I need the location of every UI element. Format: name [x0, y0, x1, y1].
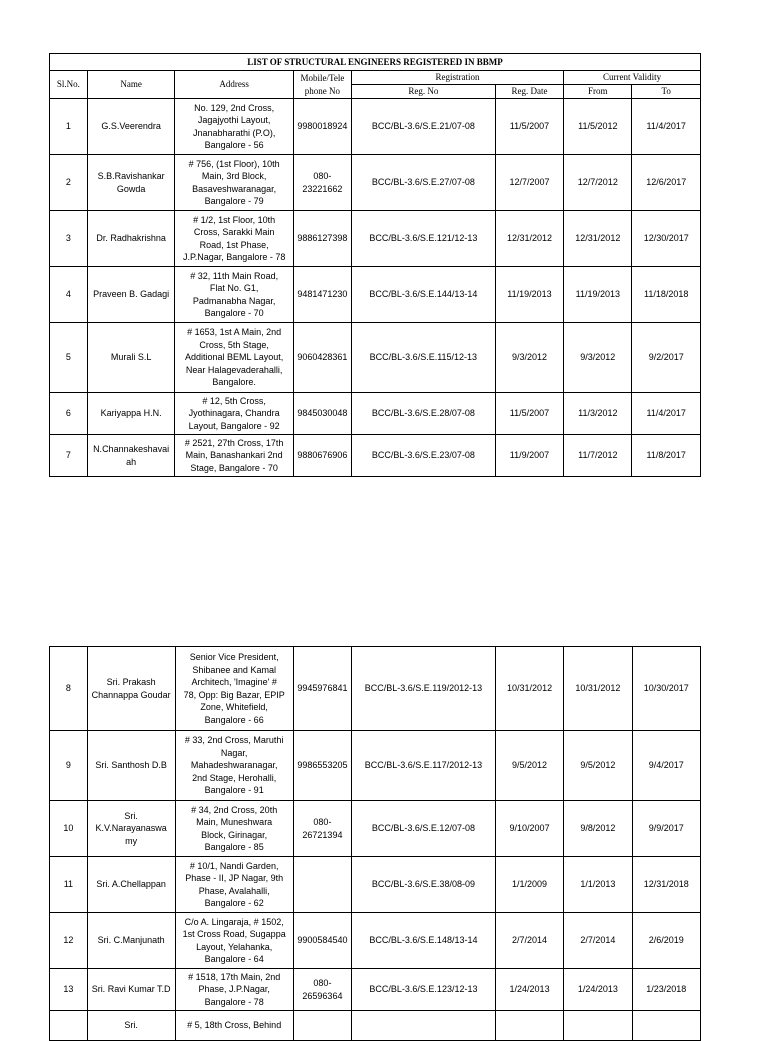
reg-no-cell: BCC/BL-3.6/S.E.121/12-13: [351, 211, 495, 267]
reg-date-cell: 9/5/2012: [495, 731, 563, 801]
address-cell: # 10/1, Nandi Garden, Phase - II, JP Nagar, 9th Phase, Avalahalli, Bangalore - 62: [175, 857, 293, 913]
table-row: [50, 211, 701, 267]
reg-date-cell: 11/5/2007: [495, 99, 563, 155]
address-cell: # 756, (1st Floor), 10th Main, 3rd Block, Basaveshwaranagar, Bangalore - 79: [175, 155, 293, 211]
reg-no-cell: BCC/BL-3.6/S.E.144/13-14: [351, 267, 495, 323]
name-cell: Kariyappa H.N.: [87, 393, 175, 435]
reg-no-cell: BCC/BL-3.6/S.E.27/07-08: [351, 155, 495, 211]
address-cell: # 2521, 27th Cross, 17th Main, Banashankari 2nd Stage, Bangalore - 70: [175, 435, 293, 477]
reg-date-cell: 11/5/2007: [495, 393, 563, 435]
sl-no-cell: 3: [50, 211, 88, 267]
phone-cell: 9481471230: [293, 267, 351, 323]
address-cell: C/o A. Lingaraja, # 1502, 1st Cross Road, Sugappa Layout, Yelahanka, Bangalore - 64: [175, 913, 293, 969]
phone-cell: 9845030048: [293, 393, 351, 435]
address-cell: # 5, 18th Cross, Behind: [175, 1011, 293, 1041]
phone-cell: 9886127398: [293, 211, 351, 267]
validity-from-cell: 9/5/2012: [564, 731, 632, 801]
reg-date-cell: 12/7/2007: [495, 155, 563, 211]
sl-no-cell: 1: [50, 99, 88, 155]
phone-cell: [293, 1011, 351, 1041]
sl-no-cell: 12: [50, 913, 88, 969]
validity-from-cell: 12/7/2012: [564, 155, 632, 211]
table-row: [50, 857, 701, 913]
phone-cell: 080- 26721394: [293, 801, 351, 857]
phone-cell: 080- 26596364: [293, 969, 351, 1011]
validity-to-cell: 11/8/2017: [632, 435, 701, 477]
address-cell: Senior Vice President, Shibanee and Kamal Architech, 'Imagine' # 78, Opp: Big Bazar, EPIP Zone, Whitefield, Bangalore - 66: [175, 647, 293, 731]
address-cell: # 32, 11th Main Road, Flat No. G1, Padmanabha Nagar, Bangalore - 70: [175, 267, 293, 323]
reg-date-cell: [495, 1011, 563, 1041]
reg-date-cell: 9/3/2012: [495, 323, 563, 393]
phone-cell: [293, 857, 351, 913]
header-name: Name: [87, 71, 175, 99]
validity-to-cell: 12/31/2018: [632, 857, 700, 913]
name-cell: Dr. Radhakrishna: [87, 211, 175, 267]
name-cell: G.S.Veerendra: [87, 99, 175, 155]
validity-to-cell: 12/30/2017: [632, 211, 701, 267]
sl-no-cell: 2: [50, 155, 88, 211]
validity-to-cell: 11/18/2018: [632, 267, 701, 323]
validity-from-cell: 12/31/2012: [564, 211, 632, 267]
validity-to-cell: 9/9/2017: [632, 801, 700, 857]
validity-from-cell: 9/3/2012: [564, 323, 632, 393]
header-mobile: Mobile/Tele phone No: [293, 71, 351, 99]
document-title: LIST OF STRUCTURAL ENGINEERS REGISTERED IN BBMP: [50, 54, 701, 71]
table-row: [50, 267, 701, 323]
sl-no-cell: 5: [50, 323, 88, 393]
phone-cell: 9060428361: [293, 323, 351, 393]
name-cell: Sri. A.Chellappan: [87, 857, 175, 913]
table-row: [50, 1011, 701, 1041]
validity-from-cell: 9/8/2012: [564, 801, 632, 857]
sl-no-cell: [50, 1011, 88, 1041]
phone-cell: 9986553205: [293, 731, 351, 801]
header-current-validity: Current Validity: [564, 71, 701, 85]
name-cell: Sri. Prakash Channappa Goudar: [87, 647, 175, 731]
validity-from-cell: 11/7/2012: [564, 435, 632, 477]
sl-no-cell: 10: [50, 801, 88, 857]
address-cell: # 1/2, 1st Floor, 10th Cross, Sarakki Main Road, 1st Phase, J.P.Nagar, Bangalore - 78: [175, 211, 293, 267]
validity-from-cell: 2/7/2014: [564, 913, 632, 969]
table-row: [50, 969, 701, 1011]
reg-no-cell: BCC/BL-3.6/S.E.23/07-08: [351, 435, 495, 477]
reg-no-cell: BCC/BL-3.6/S.E.117/2012-13: [352, 731, 496, 801]
header-reg-date: Reg. Date: [495, 85, 563, 99]
validity-from-cell: 11/3/2012: [564, 393, 632, 435]
table-row: [50, 155, 701, 211]
reg-no-cell: BCC/BL-3.6/S.E.123/12-13: [352, 969, 496, 1011]
reg-date-cell: 1/1/2009: [495, 857, 563, 913]
header-registration: Registration: [351, 71, 563, 85]
name-cell: N.Channakeshavai ah: [87, 435, 175, 477]
sl-no-cell: 7: [50, 435, 88, 477]
reg-date-cell: 11/19/2013: [495, 267, 563, 323]
phone-cell: 9880676906: [293, 435, 351, 477]
engineers-table-continued: [49, 646, 701, 1041]
phone-cell: 9980018924: [293, 99, 351, 155]
phone-cell: 9945976841: [293, 647, 351, 731]
reg-date-cell: 9/10/2007: [495, 801, 563, 857]
header-from: From: [564, 85, 632, 99]
table-row: [50, 323, 701, 393]
header-sl-no: Sl.No.: [50, 71, 88, 99]
address-cell: # 1653, 1st A Main, 2nd Cross, 5th Stage, Additional BEML Layout, Near Halagevaderahalli, Bangalore.: [175, 323, 293, 393]
address-cell: # 34, 2nd Cross, 20th Main, Muneshwara Block, Girinagar, Bangalore - 85: [175, 801, 293, 857]
header-address: Address: [175, 71, 293, 99]
name-cell: Sri.: [87, 1011, 175, 1041]
name-cell: Sri. Santhosh D.B: [87, 731, 175, 801]
address-cell: # 33, 2nd Cross, Maruthi Nagar, Mahadeshwaranagar, 2nd Stage, Herohalli, Bangalore - 91: [175, 731, 293, 801]
name-cell: Sri. C.Manjunath: [87, 913, 175, 969]
validity-to-cell: 11/4/2017: [632, 99, 701, 155]
address-cell: # 1518, 17th Main, 2nd Phase, J.P.Nagar, Bangalore - 78: [175, 969, 293, 1011]
table-row: [50, 913, 701, 969]
table-row: [50, 435, 701, 477]
table-row: [50, 99, 701, 155]
name-cell: Praveen B. Gadagi: [87, 267, 175, 323]
reg-no-cell: [352, 1011, 496, 1041]
validity-to-cell: 10/30/2017: [632, 647, 700, 731]
phone-cell: 080- 23221662: [293, 155, 351, 211]
validity-from-cell: 11/19/2013: [564, 267, 632, 323]
validity-to-cell: [632, 1011, 700, 1041]
reg-no-cell: BCC/BL-3.6/S.E.21/07-08: [351, 99, 495, 155]
validity-to-cell: 9/2/2017: [632, 323, 701, 393]
validity-from-cell: 1/1/2013: [564, 857, 632, 913]
reg-no-cell: BCC/BL-3.6/S.E.119/2012-13: [352, 647, 496, 731]
sl-no-cell: 4: [50, 267, 88, 323]
name-cell: S.B.Ravishankar Gowda: [87, 155, 175, 211]
reg-no-cell: BCC/BL-3.6/S.E.148/13-14: [352, 913, 496, 969]
validity-to-cell: 9/4/2017: [632, 731, 700, 801]
validity-to-cell: 1/23/2018: [632, 969, 700, 1011]
validity-to-cell: 11/4/2017: [632, 393, 701, 435]
header-reg-no: Reg. No: [351, 85, 495, 99]
name-cell: Sri. K.V.Narayanaswa my: [87, 801, 175, 857]
reg-no-cell: BCC/BL-3.6/S.E.28/07-08: [351, 393, 495, 435]
validity-from-cell: 1/24/2013: [564, 969, 632, 1011]
name-cell: Murali S.L: [87, 323, 175, 393]
sl-no-cell: 6: [50, 393, 88, 435]
sl-no-cell: 9: [50, 731, 88, 801]
reg-date-cell: 1/24/2013: [495, 969, 563, 1011]
validity-from-cell: [564, 1011, 632, 1041]
table-row: [50, 731, 701, 801]
reg-date-cell: 12/31/2012: [495, 211, 563, 267]
phone-cell: 9900584540: [293, 913, 351, 969]
reg-date-cell: 11/9/2007: [495, 435, 563, 477]
validity-to-cell: 2/6/2019: [632, 913, 700, 969]
reg-date-cell: 2/7/2014: [495, 913, 563, 969]
reg-no-cell: BCC/BL-3.6/S.E.115/12-13: [351, 323, 495, 393]
sl-no-cell: 13: [50, 969, 88, 1011]
sl-no-cell: 11: [50, 857, 88, 913]
table-row: [50, 393, 701, 435]
header-to: To: [632, 85, 701, 99]
reg-no-cell: BCC/BL-3.6/S.E.12/07-08: [352, 801, 496, 857]
name-cell: Sri. Ravi Kumar T.D: [87, 969, 175, 1011]
address-cell: # 12, 5th Cross, Jyothinagara, Chandra Layout, Bangalore - 92: [175, 393, 293, 435]
validity-from-cell: 10/31/2012: [564, 647, 632, 731]
table-row: [50, 647, 701, 731]
validity-to-cell: 12/6/2017: [632, 155, 701, 211]
reg-no-cell: BCC/BL-3.6/S.E.38/08-09: [352, 857, 496, 913]
engineers-table-top: [49, 53, 701, 477]
reg-date-cell: 10/31/2012: [495, 647, 563, 731]
sl-no-cell: 8: [50, 647, 88, 731]
validity-from-cell: 11/5/2012: [564, 99, 632, 155]
address-cell: No. 129, 2nd Cross, Jagajyothi Layout, Jnanabharathi (P.O), Bangalore - 56: [175, 99, 293, 155]
table-row: [50, 801, 701, 857]
